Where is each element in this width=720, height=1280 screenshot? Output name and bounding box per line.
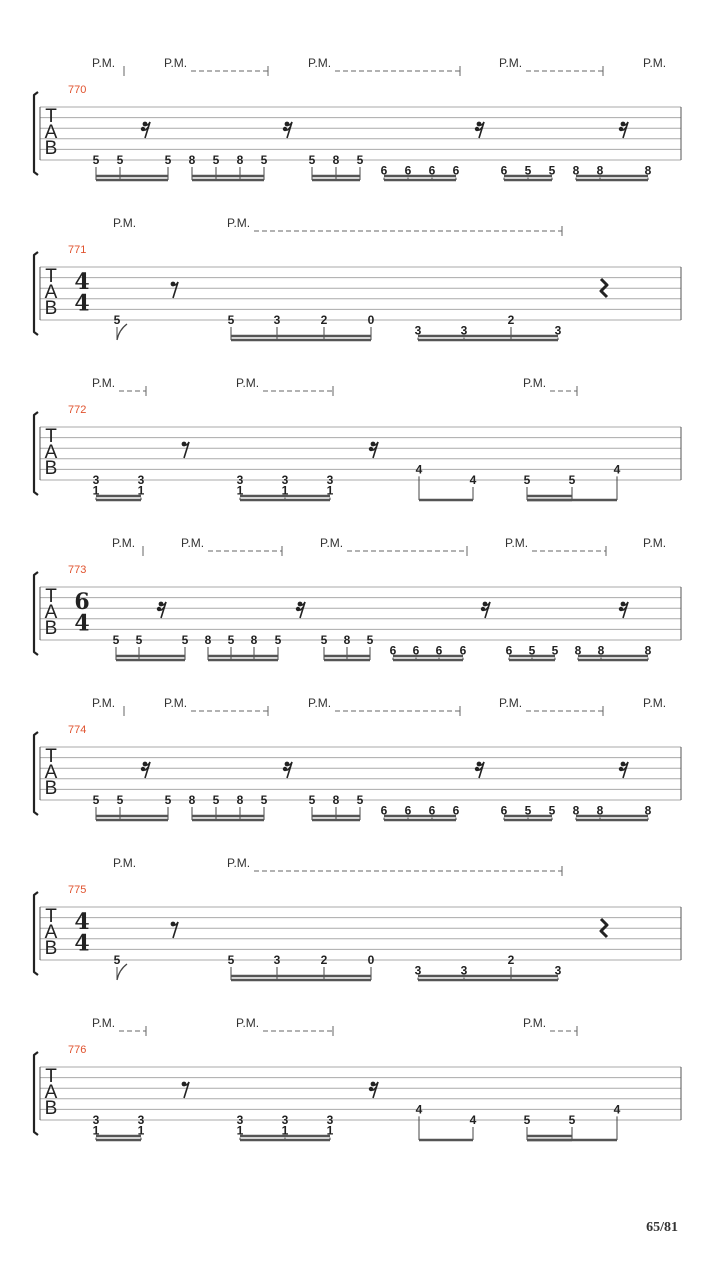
fret-number: 3	[137, 1113, 145, 1127]
fret-number: 6	[404, 163, 412, 178]
fret-number: 5	[548, 803, 556, 818]
tab-clef-letter: T	[45, 106, 57, 127]
palm-mute-marking	[92, 376, 146, 396]
fret-number: 4	[469, 1113, 477, 1127]
palm-mute-label: P.M.	[113, 856, 137, 870]
system-bracket	[34, 1052, 38, 1135]
palm-mute-label: P.M.	[523, 376, 547, 390]
sixteenth-rest	[475, 762, 484, 778]
tab-clef-letter: T	[45, 586, 57, 607]
time-signature-top: 4	[74, 909, 90, 936]
fret-number: 0	[367, 953, 375, 967]
tab-clef-letter: T	[45, 266, 57, 287]
palm-mute-label: P.M.	[164, 696, 188, 710]
sixteenth-rest	[283, 122, 292, 138]
fret-number: 8	[343, 633, 351, 647]
fret-number: 1	[236, 483, 244, 498]
tab-system	[34, 536, 681, 660]
palm-mute-label: P.M.	[236, 376, 260, 390]
fret-number: 8	[572, 803, 580, 818]
fret-number: 5	[212, 793, 220, 807]
palm-mute-label: P.M.	[181, 536, 205, 550]
tab-clef-letter: T	[45, 1066, 57, 1087]
palm-mute-label: P.M.	[643, 536, 667, 550]
sixteenth-rest	[619, 602, 628, 618]
palm-mute-label: P.M.	[227, 856, 251, 870]
tab-clef-letter: A	[44, 922, 58, 943]
fret-number: 1	[92, 1123, 100, 1138]
fret-number: 4	[415, 1102, 423, 1117]
palm-mute-label: P.M.	[236, 1016, 260, 1030]
fret-number: 8	[188, 793, 196, 807]
fret-number: 5	[308, 153, 316, 167]
fret-number: 3	[236, 1113, 244, 1127]
palm-mute-marking	[236, 376, 333, 396]
fret-number: 6	[435, 643, 443, 658]
fret-number: 5	[524, 163, 532, 178]
sixteenth-rest	[283, 762, 292, 778]
tab-clef-letter: B	[44, 938, 58, 959]
palm-mute-marking	[643, 56, 666, 70]
fret-number: 3	[92, 473, 100, 487]
fret-number: 8	[188, 153, 196, 167]
palm-mute-marking	[92, 1016, 146, 1036]
palm-mute-label: P.M.	[112, 536, 136, 550]
system-bracket	[34, 252, 38, 335]
fret-number: 5	[524, 803, 532, 818]
tab-clef-letter: A	[44, 1082, 58, 1103]
tab-clef-letter: T	[45, 746, 57, 767]
tab-clef-letter: A	[44, 762, 58, 783]
measure-number: 775	[68, 884, 87, 896]
fret-number: 5	[320, 633, 328, 647]
palm-mute-marking	[113, 856, 136, 870]
system-bracket	[34, 572, 38, 655]
system-bracket	[34, 892, 38, 975]
palm-mute-marking	[164, 696, 268, 716]
sixteenth-rest	[369, 1082, 378, 1098]
fret-number: 5	[260, 793, 268, 807]
fret-number: 6	[380, 803, 388, 818]
palm-mute-label: P.M.	[308, 56, 332, 70]
fret-number: 8	[236, 153, 244, 167]
fret-number: 5	[568, 1113, 576, 1127]
fret-number: 8	[574, 643, 582, 658]
fret-number: 2	[320, 313, 328, 327]
fret-number: 0	[367, 313, 375, 327]
palm-mute-label: P.M.	[92, 696, 116, 710]
palm-mute-marking	[643, 696, 666, 710]
fret-number: 8	[236, 793, 244, 807]
tab-clef-letter: A	[44, 282, 58, 303]
fret-number: 3	[281, 1113, 289, 1127]
fret-number: 6	[428, 803, 436, 818]
time-signature-top: 6	[74, 589, 90, 616]
tab-clef-letter: B	[44, 618, 58, 639]
fret-number: 1	[326, 1123, 334, 1138]
fret-number: 6	[500, 803, 508, 818]
fret-number: 3	[554, 963, 562, 978]
fret-number: 1	[92, 483, 100, 498]
palm-mute-marking	[112, 536, 143, 556]
sixteenth-rest	[157, 602, 166, 618]
tab-clef-letter: B	[44, 298, 58, 319]
tab-clef-letter: T	[45, 426, 57, 447]
fret-number: 4	[415, 462, 423, 477]
palm-mute-marking	[308, 696, 460, 716]
eighth-rest	[182, 442, 189, 458]
fret-number: 6	[452, 163, 460, 178]
fret-number: 4	[613, 462, 621, 477]
fret-number: 3	[460, 323, 468, 338]
fret-number: 5	[92, 153, 100, 167]
measure-number: 774	[68, 724, 87, 736]
palm-mute-marking	[499, 56, 603, 76]
fret-number: 5	[551, 643, 559, 658]
tab-system	[34, 696, 681, 820]
system-bracket	[34, 412, 38, 495]
quarter-rest	[601, 279, 607, 297]
fret-number: 8	[596, 803, 604, 818]
fret-number: 3	[273, 313, 281, 327]
palm-mute-marking	[505, 536, 606, 556]
tab-system	[34, 216, 681, 340]
system-bracket	[34, 92, 38, 175]
palm-mute-marking	[227, 856, 562, 876]
fret-number: 5	[523, 1113, 531, 1127]
eighth-rest	[171, 922, 178, 938]
tab-clef-letter: A	[44, 122, 58, 143]
fret-number: 1	[137, 1123, 145, 1138]
palm-mute-marking	[523, 376, 577, 396]
fret-number: 5	[164, 153, 172, 167]
fret-number: 2	[320, 953, 328, 967]
palm-mute-marking	[92, 56, 124, 76]
fret-number: 2	[507, 313, 515, 327]
time-signature-bottom: 4	[74, 610, 90, 637]
time-signature-top: 4	[74, 269, 90, 296]
time-signature-bottom: 4	[74, 930, 90, 957]
fret-number: 3	[92, 1113, 100, 1127]
palm-mute-label: P.M.	[113, 216, 137, 230]
fret-number: 1	[281, 1123, 289, 1138]
tab-clef-letter: B	[44, 1098, 58, 1119]
fret-number: 1	[281, 483, 289, 498]
palm-mute-label: P.M.	[92, 56, 116, 70]
palm-mute-label: P.M.	[308, 696, 332, 710]
fret-number: 4	[613, 1102, 621, 1117]
palm-mute-label: P.M.	[643, 696, 667, 710]
fret-number: 8	[250, 633, 258, 647]
fret-number: 1	[236, 1123, 244, 1138]
fret-number: 8	[572, 163, 580, 178]
palm-mute-label: P.M.	[499, 56, 523, 70]
fret-number: 5	[227, 313, 235, 327]
tab-clef-letter: B	[44, 778, 58, 799]
fret-number: 3	[414, 323, 422, 338]
palm-mute-marking	[308, 56, 460, 76]
palm-mute-label: P.M.	[643, 56, 667, 70]
fret-number: 3	[137, 473, 145, 487]
fret-number: 5	[227, 633, 235, 647]
sixteenth-rest	[141, 122, 150, 138]
fret-number: 5	[227, 953, 235, 967]
fret-number: 1	[137, 483, 145, 498]
measure-number: 770	[68, 84, 87, 96]
palm-mute-label: P.M.	[505, 536, 529, 550]
tab-system	[34, 856, 681, 980]
palm-mute-marking	[643, 536, 666, 550]
tab-clef-letter: A	[44, 602, 58, 623]
fret-number: 5	[274, 633, 282, 647]
palm-mute-marking	[181, 536, 282, 556]
fret-number: 5	[568, 473, 576, 487]
sixteenth-rest	[619, 122, 628, 138]
fret-number: 5	[366, 633, 374, 647]
time-signature-bottom: 4	[74, 290, 90, 317]
fret-number: 6	[452, 803, 460, 818]
system-bracket	[34, 732, 38, 815]
tab-clef-letter: A	[44, 442, 58, 463]
fret-number: 5	[308, 793, 316, 807]
fret-number: 3	[236, 473, 244, 487]
palm-mute-marking	[227, 216, 562, 236]
palm-mute-marking	[320, 536, 467, 556]
sixteenth-rest	[481, 602, 490, 618]
measure-number: 773	[68, 564, 87, 576]
fret-number: 5	[356, 153, 364, 167]
fret-number: 3	[326, 473, 334, 487]
sixteenth-rest	[296, 602, 305, 618]
palm-mute-label: P.M.	[164, 56, 188, 70]
fret-number: 8	[644, 643, 652, 658]
tab-system	[34, 376, 681, 500]
fret-number: 8	[597, 643, 605, 658]
fret-number: 3	[554, 323, 562, 338]
palm-mute-label: P.M.	[499, 696, 523, 710]
fret-number: 6	[380, 163, 388, 178]
palm-mute-marking	[164, 56, 268, 76]
fret-number: 5	[113, 953, 121, 967]
fret-number: 5	[116, 793, 124, 807]
fret-number: 5	[113, 313, 121, 327]
fret-number: 5	[116, 153, 124, 167]
sixteenth-rest	[619, 762, 628, 778]
tab-system	[34, 1016, 681, 1140]
fret-number: 8	[204, 633, 212, 647]
eighth-rest	[171, 282, 178, 298]
palm-mute-marking	[113, 216, 136, 230]
fret-number: 3	[326, 1113, 334, 1127]
palm-mute-marking	[523, 1016, 577, 1036]
tab-clef-letter: B	[44, 458, 58, 479]
sixteenth-rest	[141, 762, 150, 778]
fret-number: 5	[135, 633, 143, 647]
fret-number: 8	[644, 163, 652, 178]
fret-number: 5	[356, 793, 364, 807]
fret-number: 6	[389, 643, 397, 658]
fret-number: 5	[260, 153, 268, 167]
eighth-rest	[182, 1082, 189, 1098]
fret-number: 3	[273, 953, 281, 967]
fret-number: 5	[528, 643, 536, 658]
palm-mute-label: P.M.	[92, 376, 116, 390]
fret-number: 5	[212, 153, 220, 167]
fret-number: 5	[92, 793, 100, 807]
fret-number: 6	[500, 163, 508, 178]
fret-number: 6	[428, 163, 436, 178]
fret-number: 3	[460, 963, 468, 978]
fret-number: 3	[414, 963, 422, 978]
measure-number: 772	[68, 404, 87, 416]
palm-mute-label: P.M.	[523, 1016, 547, 1030]
measure-number: 776	[68, 1044, 87, 1056]
sixteenth-rest	[369, 442, 378, 458]
fret-number: 5	[112, 633, 120, 647]
palm-mute-marking	[499, 696, 603, 716]
palm-mute-marking	[236, 1016, 333, 1036]
fret-number: 8	[332, 793, 340, 807]
fret-number: 8	[644, 803, 652, 818]
page-number: 65/81	[646, 1220, 678, 1235]
tab-system	[34, 56, 681, 180]
fret-number: 5	[164, 793, 172, 807]
fret-number: 6	[412, 643, 420, 658]
palm-mute-label: P.M.	[227, 216, 251, 230]
fret-number: 4	[469, 473, 477, 487]
fret-number: 1	[326, 483, 334, 498]
fret-number: 8	[596, 163, 604, 178]
fret-number: 8	[332, 153, 340, 167]
fret-number: 6	[404, 803, 412, 818]
palm-mute-label: P.M.	[92, 1016, 116, 1030]
measure-number: 771	[68, 244, 87, 256]
fret-number: 5	[523, 473, 531, 487]
tab-clef-letter: B	[44, 138, 58, 159]
fret-number: 5	[548, 163, 556, 178]
sixteenth-rest	[475, 122, 484, 138]
fret-number: 6	[505, 643, 513, 658]
palm-mute-label: P.M.	[320, 536, 344, 550]
fret-number: 6	[459, 643, 467, 658]
tab-clef-letter: T	[45, 906, 57, 927]
quarter-rest	[601, 919, 607, 937]
fret-number: 3	[281, 473, 289, 487]
fret-number: 5	[181, 633, 189, 647]
palm-mute-marking	[92, 696, 124, 716]
fret-number: 2	[507, 953, 515, 967]
